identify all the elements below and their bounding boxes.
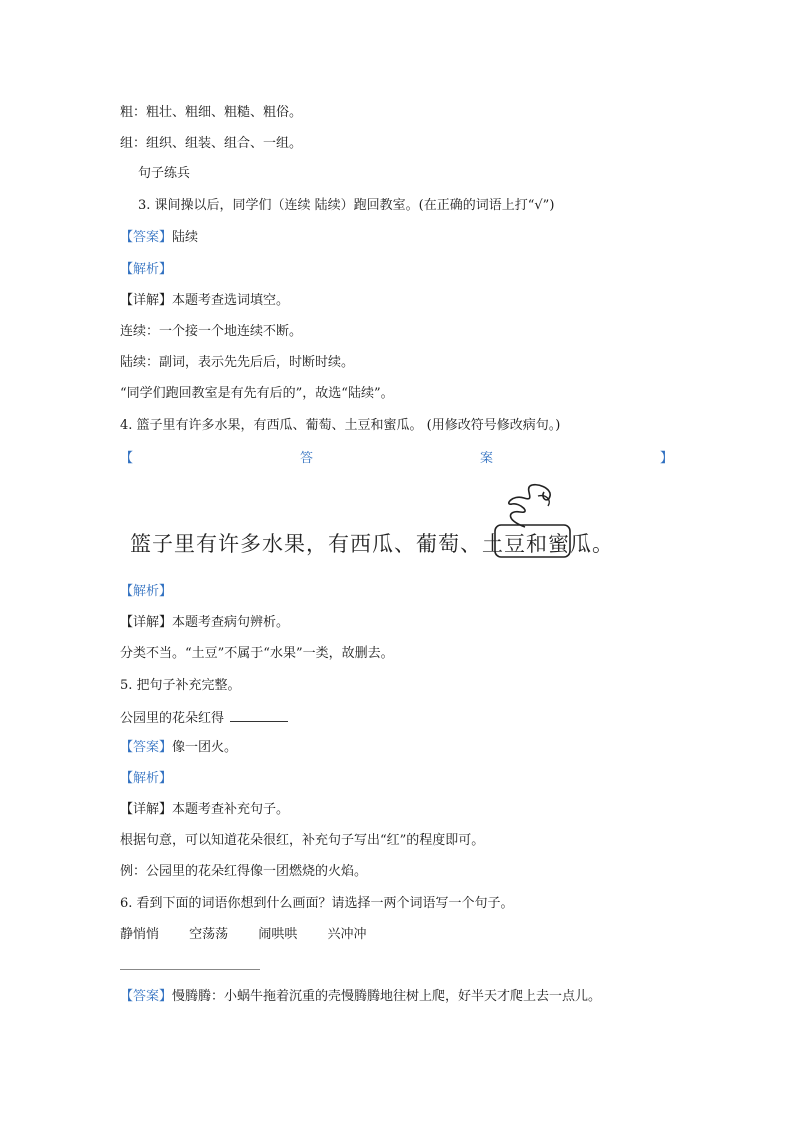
- detail-tag: 【详解】: [120, 615, 173, 630]
- bracket-open: 【: [120, 451, 134, 466]
- answer-text: 慢腾腾：小蜗牛拖着沉重的壳慢腾腾地往树上爬，好半天才爬上去一点儿。: [172, 989, 602, 1004]
- explanation-2: 陆续：副词，表示先先后后，时断时续。: [120, 355, 355, 370]
- answer-text: 陆续: [172, 230, 199, 245]
- analysis-tag-3: 【解析】: [120, 262, 173, 277]
- fill-blank: [230, 709, 288, 722]
- figure-sentence: 篮子里有许多水果，有西瓜、葡萄、土豆和蜜瓜。: [130, 532, 614, 556]
- word-2: 空荡荡: [189, 927, 229, 942]
- explanation-4: 分类不当。“土豆”不属于“水果”一类，故删去。: [120, 646, 394, 661]
- detail-3: [120, 293, 289, 309]
- word-list: [120, 927, 366, 943]
- answer-5: [120, 740, 237, 756]
- question-5: 5. 把句子补充完整。: [120, 678, 241, 693]
- text-line-cu: 粗：粗壮、粗细、粗糙、粗俗。: [120, 105, 303, 120]
- detail-text: 本题考查选词填空。: [172, 293, 290, 308]
- sentence-stem: 公园里的花朵红得: [120, 711, 225, 726]
- detail-text: 本题考查病句辨析。: [172, 615, 290, 630]
- answer-tag: 【答案】: [120, 989, 173, 1004]
- answer-tag: 【答案】: [120, 740, 173, 755]
- section-heading: 句子练兵: [138, 166, 191, 181]
- explanation-5: 根据句意，可以知道花朵很红，补充句子写出“红”的程度即可。: [120, 833, 485, 848]
- analysis-tag-4: 【解析】: [120, 584, 173, 599]
- explanation-3: “同学们跑回教室是有先有后的”，故选“陆续”。: [120, 386, 394, 401]
- divider-line: [120, 969, 260, 970]
- question-6: 6. 看到下面的词语你想到什么画面？请选择一两个词语写一个句子。: [120, 896, 514, 911]
- explanation-6: 例：公园里的花朵红得像一团燃烧的火焰。: [120, 864, 368, 879]
- answer-tag: 【答案】: [120, 230, 173, 245]
- detail-5: [120, 802, 289, 818]
- answer-header-4: [120, 447, 673, 465]
- answer-6: [120, 989, 601, 1005]
- answer-char-1: 答: [300, 451, 314, 466]
- analysis-tag-5: 【解析】: [120, 771, 173, 786]
- answer-char-2: 案: [480, 451, 494, 466]
- word-3: 闹哄哄: [258, 927, 298, 942]
- question-5-sentence: [120, 709, 288, 727]
- detail-text: 本题考查补充句子。: [172, 802, 290, 817]
- deletion-mark: [120, 480, 680, 580]
- detail-tag: 【详解】: [120, 802, 173, 817]
- answer-text: 像一团火。: [172, 740, 238, 755]
- detail-tag: 【详解】: [120, 293, 173, 308]
- correction-figure: [120, 480, 680, 580]
- detail-4: [120, 615, 289, 631]
- answer-3: [120, 230, 198, 246]
- bracket-close: 】: [660, 451, 674, 466]
- word-4: 兴冲冲: [327, 927, 367, 942]
- question-4: 4. 篮子里有许多水果，有西瓜、葡萄、土豆和蜜瓜。 (用修改符号修改病句。): [120, 418, 561, 433]
- word-1: 静悄悄: [120, 927, 160, 942]
- question-3: 3. 课间操以后，同学们（连续 陆续）跑回教室。(在正确的词语上打“√”): [138, 198, 555, 213]
- text-line-zu: 组：组织、组装、组合、一组。: [120, 136, 303, 151]
- explanation-1: 连续：一个接一个地连续不断。: [120, 324, 303, 339]
